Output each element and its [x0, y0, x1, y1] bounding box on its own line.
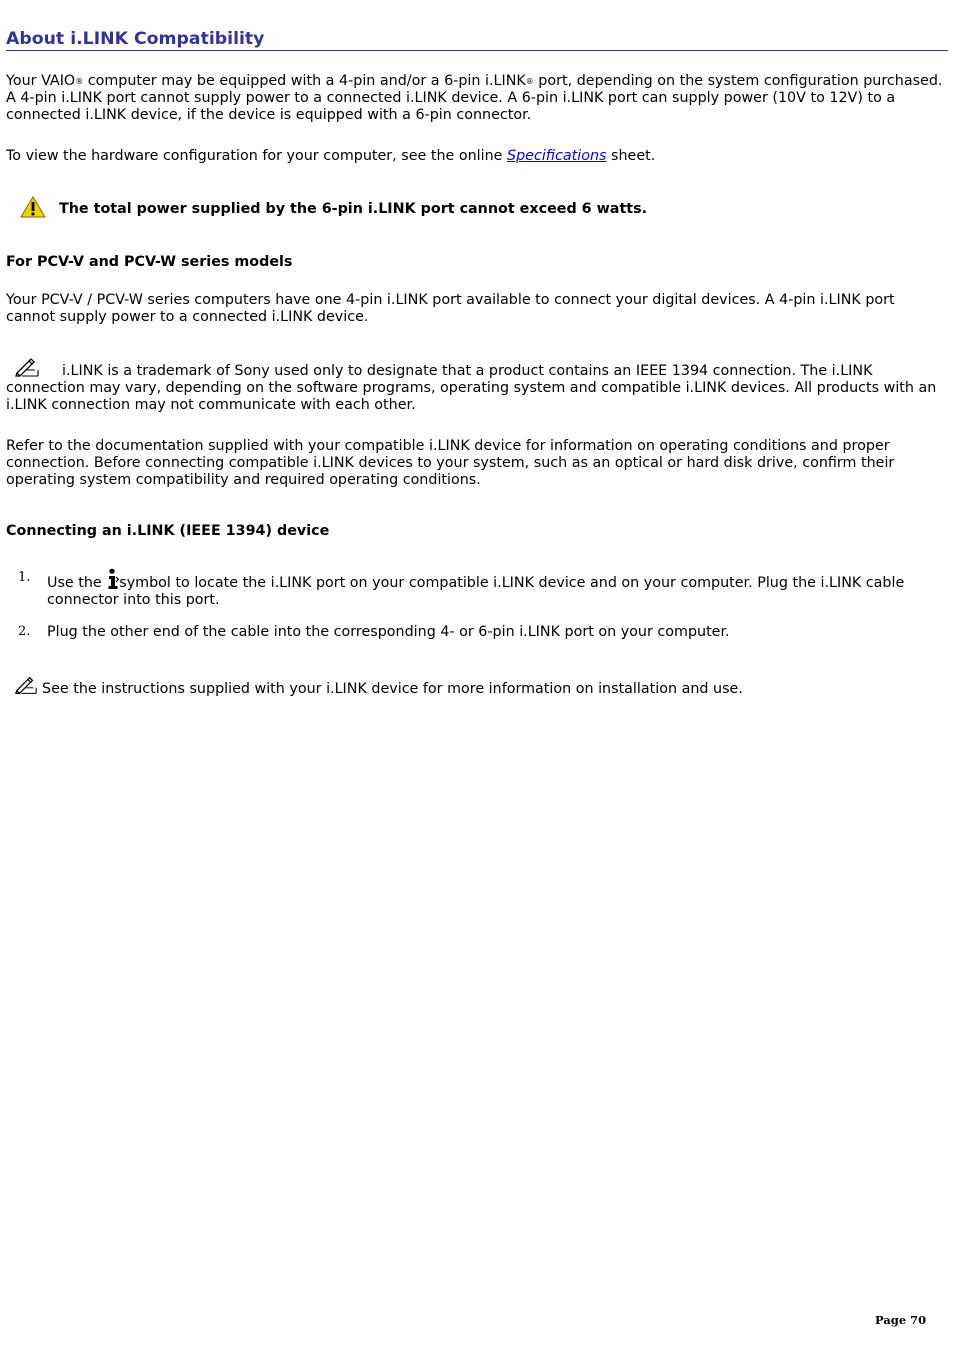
intro-text-b: computer may be equipped with a 4-pin and/or a 6-pin i.LINK: [83, 73, 526, 89]
page-title: About i.LINK Compatibility: [6, 28, 948, 51]
step-number: 1.: [18, 570, 31, 585]
intro-text-a: Your VAIO: [6, 73, 76, 89]
trademark-note-text: i.LINK is a trademark of Sony used only to designate that a product contains an IEEE 1394 connection. The i.LINK connection may vary, depending on the software programs, operating system and compatible i.LINK devices. All products with an i.LINK connection may not communicate with each other.: [6, 363, 937, 413]
page-number: Page 70: [875, 1313, 927, 1327]
hardware-config-text-b: sheet.: [606, 148, 656, 164]
installation-note: [6, 676, 948, 698]
hardware-config-paragraph: [6, 148, 948, 165]
step-text: Plug the other end of the cable into the corresponding 4- or 6-pin i.LINK port on your computer.: [47, 624, 730, 640]
pcv-models-paragraph: Your PCV-V / PCV-W series computers have one 4-pin i.LINK port available to connect your digital devices. A 4-pin i.LINK port cannot supply power to a connected i.LINK device.: [6, 292, 895, 325]
registered-mark: ®: [525, 77, 534, 86]
warning-text: The total power supplied by the 6-pin i.LINK port cannot exceed 6 watts.: [59, 201, 648, 217]
section-heading-connecting: Connecting an i.LINK (IEEE 1394) device: [6, 523, 330, 539]
warning-triangle-icon: [20, 196, 46, 218]
trademark-note: [6, 358, 948, 414]
installation-note-text: See the instructions supplied with your i.LINK device for more information on installation and use.: [42, 681, 743, 697]
hardware-config-text-a: To view the hardware configuration for your computer, see the online: [6, 148, 508, 164]
step-text-b: symbol to locate the i.LINK port on your compatible i.LINK device and on your computer. Plug the i.LINK cable connector into this port.: [47, 575, 905, 608]
refer-paragraph: Refer to the documentation supplied with your compatible i.LINK device for information on operating conditions and proper connection. Before connecting compatible i.LINK devices to your system, such as an optical or hard disk drive, confirm their operating system compatibility and required operating conditions.: [6, 438, 895, 488]
intro-text-c: port, depending on the system configuration purchased. A 4-pin i.LINK port cannot supply power to a connected i.LINK device. A 6-pin i.LINK port can supply power (10V to 12V) to a connected i.LINK device, if the device is equipped with a 6-pin connector.: [6, 73, 943, 123]
ilink-symbol-icon: [107, 568, 119, 590]
registered-mark: ®: [75, 77, 84, 86]
intro-paragraph: [6, 73, 948, 124]
specifications-link[interactable]: Specifications: [507, 148, 607, 164]
section-heading-pcv-models: For PCV-V and PCV-W series models: [6, 254, 293, 270]
step-number: 2.: [18, 624, 31, 639]
step-text: [47, 568, 927, 609]
step-text-a: Use the: [47, 575, 107, 591]
warning-callout: [20, 196, 940, 222]
note-pencil-icon: [14, 676, 38, 695]
note-pencil-icon: [14, 358, 40, 377]
